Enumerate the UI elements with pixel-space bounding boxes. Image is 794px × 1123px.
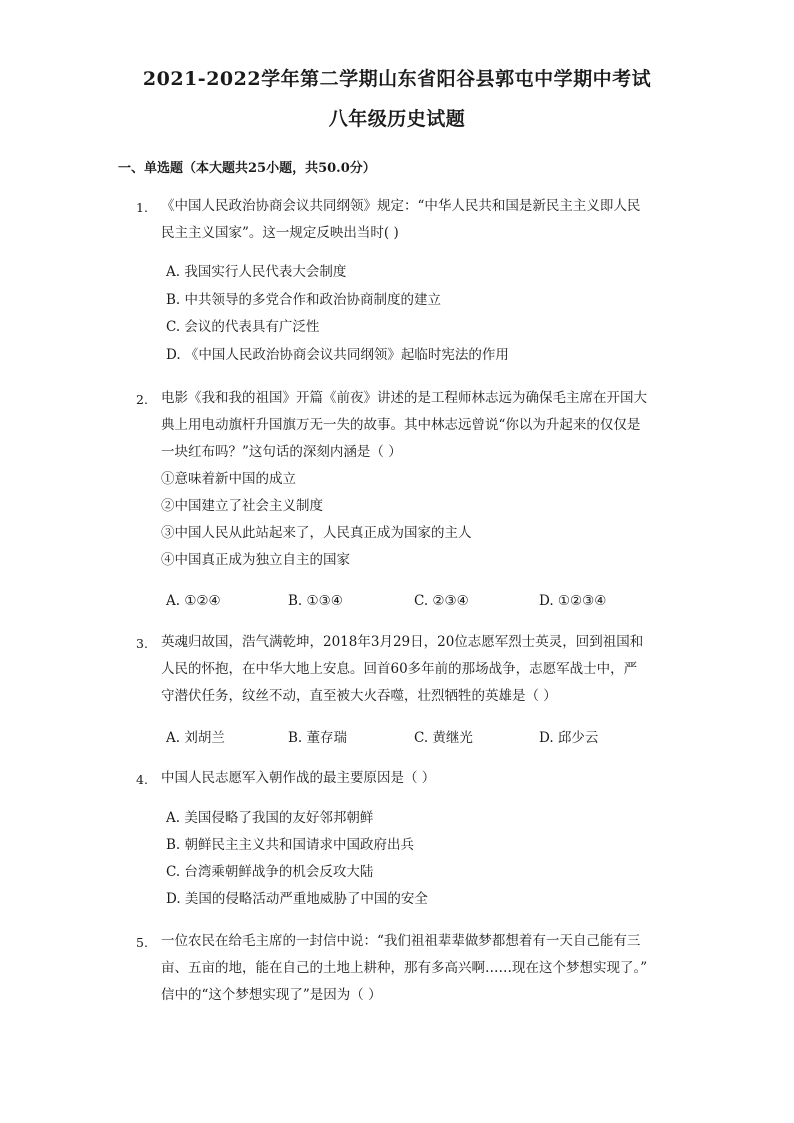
question-text-line: 亩、五亩的地，能在自己的土地上耕种，那有多高兴啊……现在这个梦想实现了。” (161, 960, 648, 976)
question-number: 1. (136, 200, 148, 215)
question-text-line: 民主主义国家”。这一规定反映出当时( ) (161, 225, 399, 241)
option-c: C. 黄继光 (414, 730, 473, 746)
option-b: B. 朝鲜民主主义共和国请求中国政府出兵 (166, 837, 415, 853)
question-text-line: 英魂归故国，浩气满乾坤，2018年3月29日，20位志愿军烈士英灵，回到祖国和 (161, 634, 644, 650)
question-text-line: 信中的“这个梦想实现了”是因为（ ） (161, 987, 382, 1003)
option-d: D. 邱少云 (539, 730, 599, 746)
question-number: 5. (136, 935, 148, 950)
question-text-line: 中国人民志愿军入朝作战的最主要原因是（ ） (161, 770, 436, 786)
option-b: B. ①③④ (288, 593, 343, 609)
option-c: C. ②③④ (414, 593, 469, 609)
exam-subtitle: 八年级历史试题 (328, 108, 466, 130)
section-heading: 一、单选题（本大题共25小题，共50.0分） (118, 161, 376, 176)
option-a: A. 美国侵略了我国的友好邻邦朝鲜 (166, 810, 374, 826)
question-text-line: 《中国人民政治协商会议共同纲领》规定：“中华人民共和国是新民主主义即人民 (161, 198, 641, 214)
question-text-line: ③中国人民从此站起来了，人民真正成为国家的主人 (161, 525, 472, 541)
option-b: B. 董存瑞 (288, 730, 348, 746)
option-b: B. 中共领导的多党合作和政治协商制度的建立 (166, 292, 442, 308)
question-text-line: 人民的怀抱，在中华大地上安息。回首60多年前的那场战争，志愿军战士中，严 (161, 661, 638, 677)
option-c: C. 台湾乘朝鲜战争的机会反攻大陆 (166, 864, 374, 880)
option-a: A. 刘胡兰 (166, 730, 225, 746)
question-number: 4. (136, 772, 148, 787)
option-c: C. 会议的代表具有广泛性 (166, 319, 320, 335)
question-text-line: ①意味着新中国的成立 (161, 471, 296, 487)
question-number: 3. (136, 636, 148, 651)
question-text-line: ④中国真正成为独立自主的国家 (161, 552, 350, 568)
question-text-line: 典上用电动旗杆升国旗万无一失的故事。其中林志远曾说“你以为升起来的仅仅是 (161, 417, 641, 433)
question-text-line: 一位农民在给毛主席的一封信中说：“我们祖祖辈辈做梦都想着有一天自己能有三 (161, 933, 641, 949)
option-a: A. ①②④ (166, 593, 221, 609)
question-text-line: 守潜伏任务，纹丝不动，直至被大火吞噬，壮烈牺牲的英雄是（ ） (161, 688, 557, 704)
option-d: D. 美国的侵略活动严重地威胁了中国的安全 (166, 891, 428, 907)
question-number: 2. (136, 392, 148, 407)
option-a: A. 我国实行人民代表大会制度 (166, 264, 347, 280)
question-text-line: 电影《我和我的祖国》开篇《前夜》讲述的是工程师林志远为确保毛主席在开国大 (161, 390, 647, 406)
question-text-line: ②中国建立了社会主义制度 (161, 498, 323, 514)
exam-title: 2021-2022学年第二学期山东省阳谷县郭屯中学期中考试 (142, 68, 652, 90)
option-d: D. 《中国人民政治协商会议共同纲领》起临时宪法的作用 (166, 347, 509, 363)
question-text-line: 一块红布吗？”这句话的深刻内涵是（ ） (161, 444, 402, 460)
option-d: D. ①②③④ (539, 593, 607, 609)
